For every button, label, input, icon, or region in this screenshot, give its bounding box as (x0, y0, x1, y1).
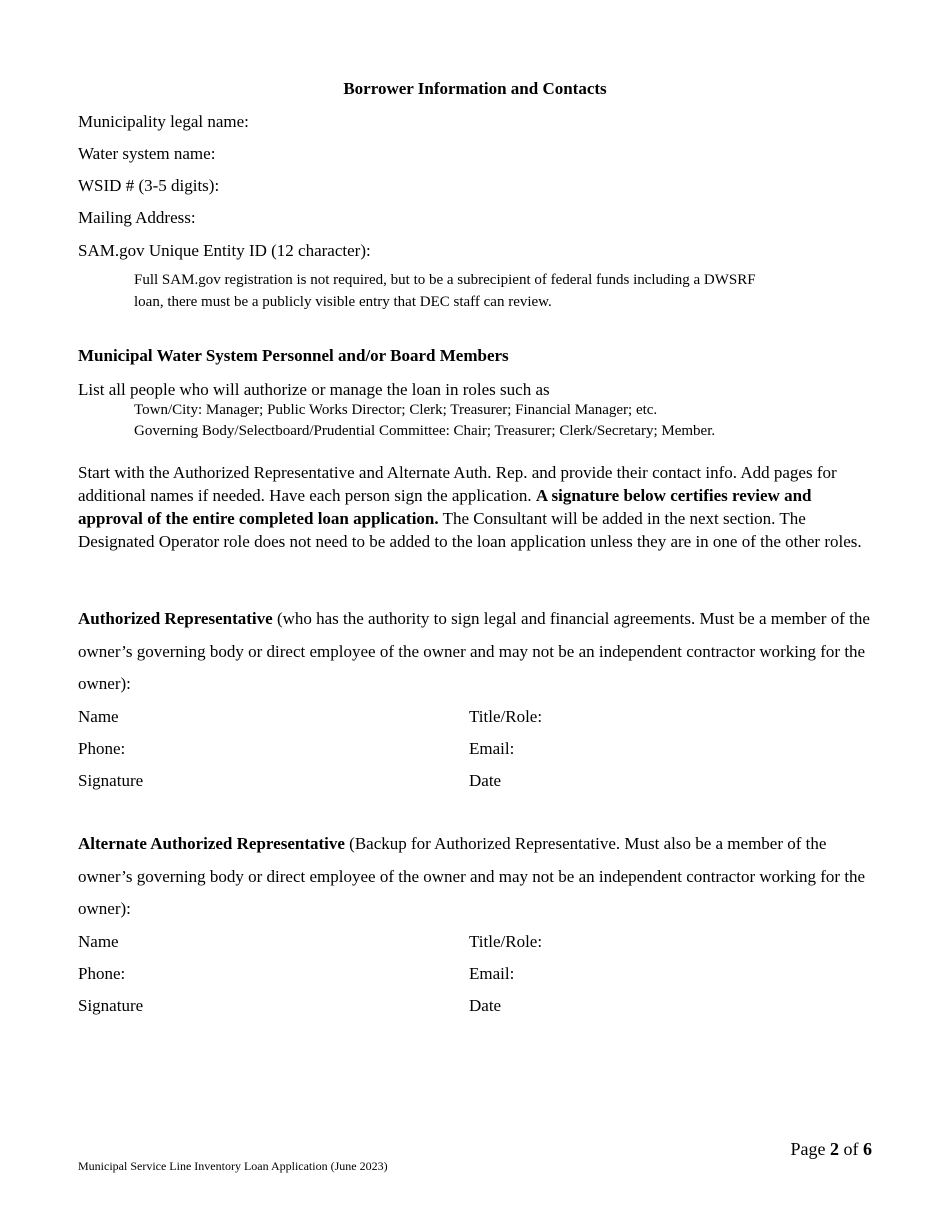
roles-governing-body: Governing Body/Selectboard/Prudential Committee: Chair; Treasurer; Clerk/Secretary; Member. (134, 423, 716, 439)
sam-note-line-1: Full SAM.gov registration is not required, but to be a subrecipient of federal funds including a DWSRF (134, 272, 756, 288)
authorized-rep-heading: Authorized Representative (78, 609, 273, 628)
page-total: 6 (863, 1139, 872, 1159)
footer-document-title: Municipal Service Line Inventory Loan Application (June 2023) (78, 1159, 388, 1173)
instructions-text-1: Start with the Authorized Representative and Alternate Auth. Rep. and provide their contact info. Add pages for additional names if needed. Have each person sign the application. (78, 463, 837, 505)
page-number (791, 1139, 873, 1160)
water-system-name-label: Water system name: (78, 144, 216, 163)
alternate-rep-title-label: Title/Role: (469, 932, 543, 951)
instructions-paragraph (78, 461, 878, 553)
page-prefix: Page (790, 1139, 830, 1159)
personnel-intro: List all people who will authorize or manage the loan in roles such as (78, 380, 550, 399)
page-current: 2 (830, 1139, 839, 1159)
authorized-rep-name-label: Name (78, 707, 119, 726)
mailing-address-label: Mailing Address: (78, 208, 196, 227)
authorized-rep-description (78, 603, 878, 701)
authorized-rep-title-label: Title/Role: (469, 707, 543, 726)
authorized-rep-date-label: Date (469, 771, 502, 790)
page-of: of (839, 1139, 863, 1159)
signature-certification-text: A signature below certifies review and approval of the entire completed loan application. (78, 486, 812, 528)
wsid-label: WSID # (3-5 digits): (78, 176, 220, 195)
section-title: Borrower Information and Contacts (343, 79, 607, 98)
authorized-rep-signature-label: Signature (78, 771, 144, 790)
personnel-heading: Municipal Water System Personnel and/or Board Members (78, 346, 509, 365)
sam-note-line-2: loan, there must be a publicly visible entry that DEC staff can review. (134, 294, 552, 310)
authorized-rep-phone-label: Phone: (78, 739, 126, 758)
alternate-rep-description (78, 828, 878, 926)
alternate-rep-date-label: Date (469, 996, 502, 1015)
sam-uei-label: SAM.gov Unique Entity ID (12 character): (78, 241, 371, 260)
alternate-rep-phone-label: Phone: (78, 964, 126, 983)
alternate-rep-signature-label: Signature (78, 996, 144, 1015)
authorized-rep-email-label: Email: (469, 739, 515, 758)
alternate-rep-name-label: Name (78, 932, 119, 951)
authorized-rep-desc-text: (who has the authority to sign legal and financial agreements. Must be a member of the owner’s governing body or direct employee of the owner and may not be an independent contractor working for the owner): (78, 609, 870, 693)
alternate-rep-heading: Alternate Authorized Representative (78, 834, 345, 853)
roles-town-city: Town/City: Manager; Public Works Director; Clerk; Treasurer; Financial Manager; etc. (134, 402, 658, 418)
municipality-legal-name-label: Municipality legal name: (78, 112, 249, 131)
instructions-text-2: The Consultant will be added in the next section. The Designated Operator role does not need to be added to the loan application unless they are in one of the other roles. (78, 509, 862, 551)
alternate-rep-desc-text: (Backup for Authorized Representative. Must also be a member of the owner’s governing body or direct employee of the owner and may not be an independent contractor working for the owner): (78, 834, 866, 918)
alternate-rep-email-label: Email: (469, 964, 515, 983)
